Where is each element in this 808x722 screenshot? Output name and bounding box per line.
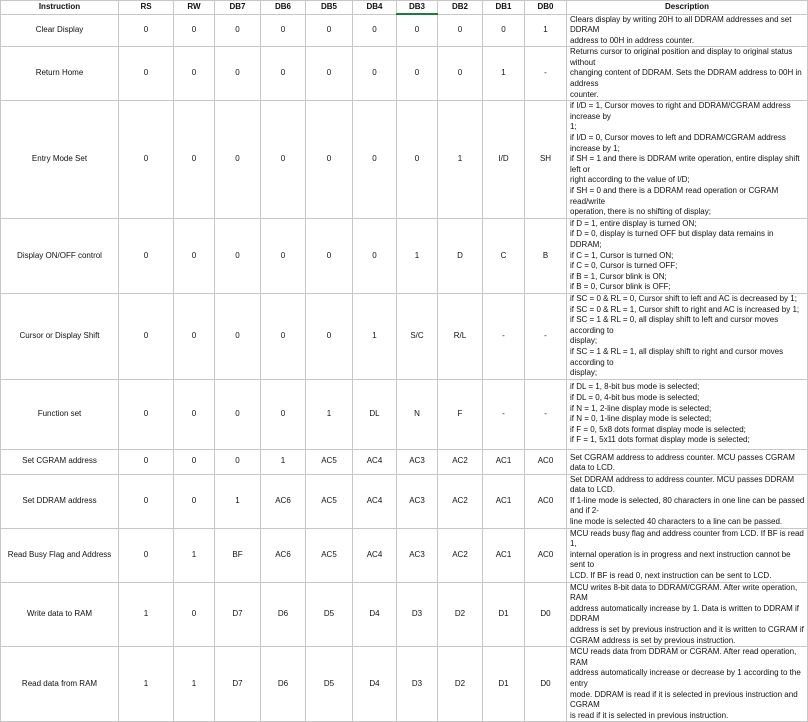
- instruction-cell: Read Busy Flag and Address: [1, 528, 119, 582]
- bit-cell: F: [438, 379, 483, 449]
- bit-cell: 0: [353, 47, 397, 101]
- column-header: Instruction: [1, 1, 119, 15]
- column-header: RS: [119, 1, 174, 15]
- table-row: [1, 218, 808, 293]
- bit-cell: S/C: [397, 293, 438, 379]
- bit-cell: 0: [306, 218, 353, 293]
- bit-cell: AC4: [353, 449, 397, 474]
- bit-cell: 1: [306, 379, 353, 449]
- bit-cell: AC1: [483, 449, 525, 474]
- bit-cell: AC5: [306, 474, 353, 528]
- bit-cell: AC6: [261, 528, 306, 582]
- bit-cell: 0: [306, 14, 353, 47]
- header-row: [1, 1, 808, 15]
- bit-cell: 0: [215, 293, 261, 379]
- bit-cell: 0: [438, 14, 483, 47]
- bit-cell: D1: [483, 647, 525, 722]
- bit-cell: N: [397, 379, 438, 449]
- bit-cell: AC0: [525, 449, 567, 474]
- instruction-cell: Cursor or Display Shift: [1, 293, 119, 379]
- column-header: RW: [174, 1, 215, 15]
- table-row: [1, 379, 808, 449]
- bit-cell: AC2: [438, 474, 483, 528]
- bit-cell: 0: [174, 218, 215, 293]
- bit-cell: 0: [215, 449, 261, 474]
- bit-cell: 0: [397, 47, 438, 101]
- bit-cell: AC4: [353, 528, 397, 582]
- instruction-cell: Write data to RAM: [1, 582, 119, 647]
- bit-cell: 1: [353, 293, 397, 379]
- instruction-cell: Function set: [1, 379, 119, 449]
- bit-cell: AC3: [397, 474, 438, 528]
- bit-cell: 0: [174, 14, 215, 47]
- bit-cell: -: [483, 293, 525, 379]
- bit-cell: AC6: [261, 474, 306, 528]
- bit-cell: 1: [261, 449, 306, 474]
- table-row: [1, 293, 808, 379]
- description-cell: MCU reads busy flag and address counter from LCD. If BF is read 1, internal operation is in progress and next instruction cannot be sent to LCD. If BF is read 0, next instruction can be sent to LCD.: [567, 528, 808, 582]
- table-row: [1, 528, 808, 582]
- bit-cell: B: [525, 218, 567, 293]
- description-cell: if SC = 0 & RL = 0, Cursor shift to left and AC is decreased by 1; if SC = 0 & RL = 1, Cursor shift to right and AC is increased by 1; if SC = 1 & RL = 0, all display shift to left and cursor moves according to display; if SC = 1 & RL = 1, all display shift to right and cursor moves according to display;: [567, 293, 808, 379]
- bit-cell: SH: [525, 101, 567, 219]
- instruction-cell: Return Home: [1, 47, 119, 101]
- table-row: [1, 101, 808, 219]
- description-cell: Set DDRAM address to address counter. MCU passes DDRAM data to LCD. If 1-line mode is selected, 80 characters in one line can be passed and if 2- line mode is selected 40 characters to a line can be passed.: [567, 474, 808, 528]
- instruction-cell: Read data from RAM: [1, 647, 119, 722]
- bit-cell: 0: [174, 293, 215, 379]
- bit-cell: 0: [261, 293, 306, 379]
- bit-cell: AC1: [483, 528, 525, 582]
- bit-cell: 0: [397, 101, 438, 219]
- bit-cell: -: [525, 379, 567, 449]
- bit-cell: 0: [215, 14, 261, 47]
- bit-cell: 0: [174, 474, 215, 528]
- bit-cell: D7: [215, 582, 261, 647]
- bit-cell: DL: [353, 379, 397, 449]
- column-header: DB2: [438, 1, 483, 15]
- description-cell: MCU reads data from DDRAM or CGRAM. After read operation, RAM address automatically increase or decrease by 1 according to the entry mode. DDRAM is read if it is selected in previous instruction and CGRAM is read if it is selected in previous instruction.: [567, 647, 808, 722]
- bit-cell: D1: [483, 582, 525, 647]
- bit-cell: 0: [174, 101, 215, 219]
- table-row: [1, 449, 808, 474]
- bit-cell: 0: [353, 101, 397, 219]
- bit-cell: 0: [215, 101, 261, 219]
- bit-cell: D0: [525, 647, 567, 722]
- table-row: [1, 14, 808, 47]
- instruction-cell: Clear Display: [1, 14, 119, 47]
- table-row: [1, 582, 808, 647]
- bit-cell: 1: [525, 14, 567, 47]
- bit-cell: 0: [483, 14, 525, 47]
- description-cell: Set CGRAM address to address counter. MCU passes CGRAM data to LCD.: [567, 449, 808, 474]
- bit-cell: D2: [438, 582, 483, 647]
- bit-cell: 0: [306, 293, 353, 379]
- bit-cell: AC3: [397, 528, 438, 582]
- bit-cell: AC2: [438, 449, 483, 474]
- bit-cell: 0: [306, 47, 353, 101]
- bit-cell: AC0: [525, 474, 567, 528]
- bit-cell: 0: [215, 379, 261, 449]
- bit-cell: AC5: [306, 528, 353, 582]
- bit-cell: -: [525, 47, 567, 101]
- bit-cell: 0: [119, 14, 174, 47]
- bit-cell: 0: [119, 474, 174, 528]
- bit-cell: 0: [119, 101, 174, 219]
- column-header: DB5: [306, 1, 353, 15]
- bit-cell: D3: [397, 647, 438, 722]
- description-cell: MCU writes 8-bit data to DDRAM/CGRAM. After write operation, RAM address automatically increase by 1. Data is written to DDRAM if DDRAM address is set by previous instruction and it is written to CGRAM if CGRAM address is set by previous instruction.: [567, 582, 808, 647]
- bit-cell: D2: [438, 647, 483, 722]
- bit-cell: 1: [397, 218, 438, 293]
- bit-cell: 0: [261, 101, 306, 219]
- bit-cell: 1: [483, 47, 525, 101]
- column-header: DB1: [483, 1, 525, 15]
- bit-cell: D7: [215, 647, 261, 722]
- bit-cell: 0: [215, 47, 261, 101]
- bit-cell: 0: [119, 47, 174, 101]
- instruction-cell: Display ON/OFF control: [1, 218, 119, 293]
- bit-cell: AC5: [306, 449, 353, 474]
- bit-cell: 0: [215, 218, 261, 293]
- bit-cell: 0: [119, 218, 174, 293]
- bit-cell: 0: [261, 379, 306, 449]
- bit-cell: 0: [261, 14, 306, 47]
- bit-cell: I/D: [483, 101, 525, 219]
- column-header: DB4: [353, 1, 397, 15]
- bit-cell: 0: [174, 582, 215, 647]
- column-header: DB7: [215, 1, 261, 15]
- table-row: [1, 647, 808, 722]
- bit-cell: 1: [438, 101, 483, 219]
- instruction-cell: Entry Mode Set: [1, 101, 119, 219]
- column-header: DB0: [525, 1, 567, 15]
- bit-cell: 0: [261, 218, 306, 293]
- bit-cell: D6: [261, 582, 306, 647]
- bit-cell: D4: [353, 582, 397, 647]
- description-cell: Returns cursor to original position and display to original status without changing content of DDRAM. Sets the DDRAM address to 00H in address counter.: [567, 47, 808, 101]
- description-cell: if D = 1, entire display is turned ON; if D = 0, display is turned OFF but display data remains in DDRAM; if C = 1, Cursor is turned ON; if C = 0, Cursor is turned OFF; if B = 1, Cursor blink is ON; if B = 0, Cursor blink is OFF;: [567, 218, 808, 293]
- column-header: DB3: [397, 1, 438, 15]
- description-cell: Clears display by writing 20H to all DDRAM addresses and set DDRAM address to 00H in address counter.: [567, 14, 808, 47]
- bit-cell: 0: [119, 449, 174, 474]
- bit-cell: AC4: [353, 474, 397, 528]
- instruction-cell: Set CGRAM address: [1, 449, 119, 474]
- bit-cell: 0: [261, 47, 306, 101]
- bit-cell: 0: [353, 218, 397, 293]
- bit-cell: AC3: [397, 449, 438, 474]
- description-cell: if I/D = 1, Cursor moves to right and DDRAM/CGRAM address increase by 1; if I/D = 0, Cursor moves to left and DDRAM/CGRAM address increase by 1; if SH = 1 and there is DDRAM write operation, entire display shift left or right according to the value of I/D; if SH = 0 and there is a DDRAM read operation or CGRAM read/write operation, there is no shifting of display;: [567, 101, 808, 219]
- bit-cell: 0: [353, 14, 397, 47]
- column-header: Description: [567, 1, 808, 15]
- bit-cell: 0: [119, 528, 174, 582]
- bit-cell: 1: [119, 647, 174, 722]
- description-cell: if DL = 1, 8-bit bus mode is selected; if DL = 0, 4-bit bus mode is selected; if N = 1, 2-line display mode is selected; if N = 0, 1-line display mode is selected; if F = 0, 5x8 dots format display mode is selected; if F = 1, 5x11 dots format display mode is selected;: [567, 379, 808, 449]
- bit-cell: D5: [306, 647, 353, 722]
- bit-cell: C: [483, 218, 525, 293]
- bit-cell: D3: [397, 582, 438, 647]
- bit-cell: 0: [174, 379, 215, 449]
- bit-cell: 0: [119, 293, 174, 379]
- bit-cell: D: [438, 218, 483, 293]
- bit-cell: 1: [215, 474, 261, 528]
- bit-cell: 0: [306, 101, 353, 219]
- bit-cell: 1: [174, 528, 215, 582]
- bit-cell: D4: [353, 647, 397, 722]
- bit-cell: -: [483, 379, 525, 449]
- bit-cell: R/L: [438, 293, 483, 379]
- bit-cell: BF: [215, 528, 261, 582]
- table-row: [1, 47, 808, 101]
- table-row: [1, 474, 808, 528]
- bit-cell: AC2: [438, 528, 483, 582]
- bit-cell: AC1: [483, 474, 525, 528]
- instruction-cell: Set DDRAM address: [1, 474, 119, 528]
- bit-cell: 1: [174, 647, 215, 722]
- bit-cell: D5: [306, 582, 353, 647]
- bit-cell: 0: [438, 47, 483, 101]
- bit-cell: 0: [174, 449, 215, 474]
- column-header: DB6: [261, 1, 306, 15]
- bit-cell: 0: [119, 379, 174, 449]
- bit-cell: D6: [261, 647, 306, 722]
- bit-cell: 0: [174, 47, 215, 101]
- bit-cell: AC0: [525, 528, 567, 582]
- bit-cell: D0: [525, 582, 567, 647]
- bit-cell: 1: [119, 582, 174, 647]
- bit-cell: 0: [397, 14, 438, 47]
- bit-cell: -: [525, 293, 567, 379]
